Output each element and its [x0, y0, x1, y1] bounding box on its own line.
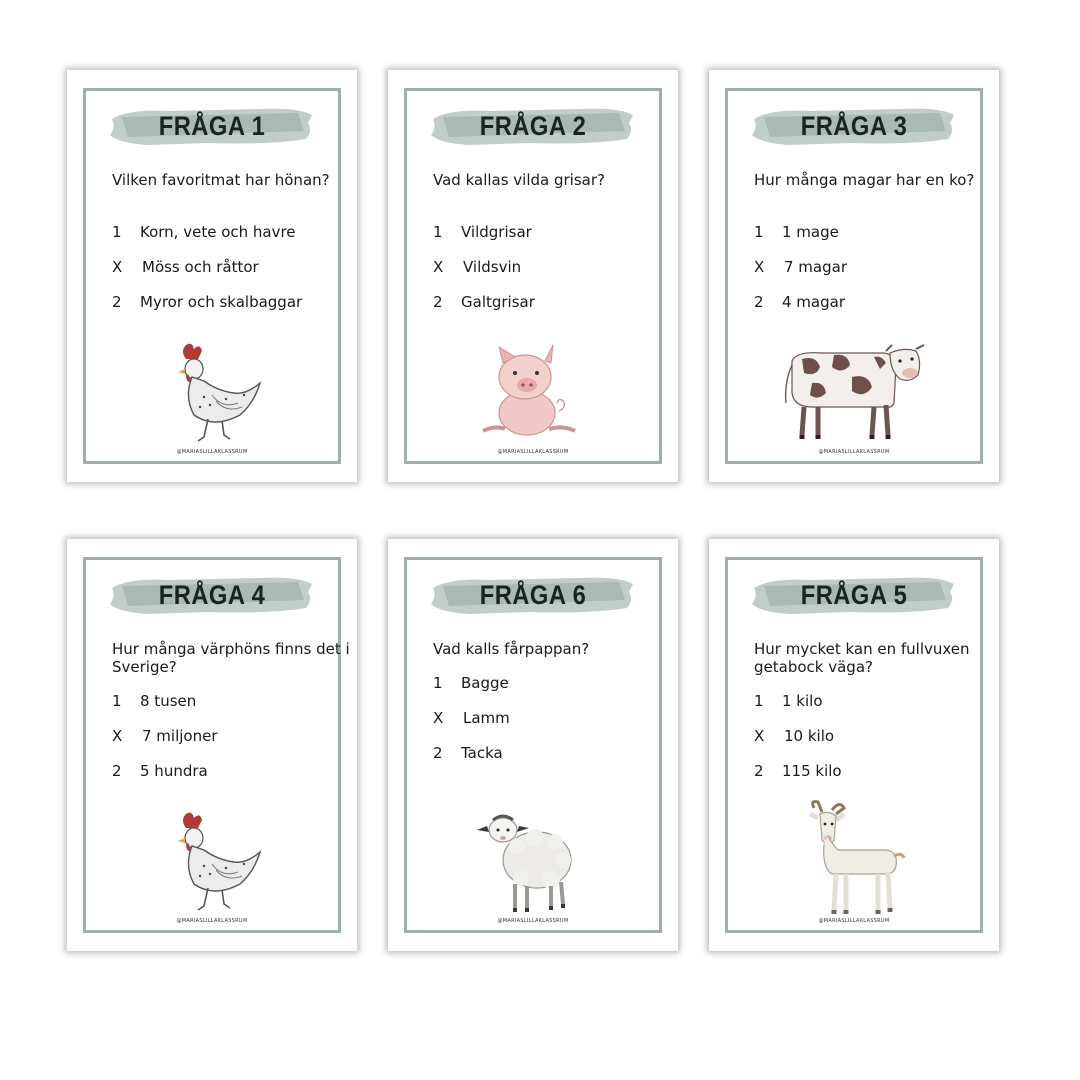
option-text: Korn, vete och havre	[140, 223, 296, 241]
option-text: 10 kilo	[784, 727, 835, 745]
card-frame	[404, 557, 662, 933]
option-key: 2	[754, 762, 764, 780]
option-text: Bagge	[461, 674, 509, 692]
option-key: X	[112, 258, 123, 276]
question-text: Hur många värphöns finns det i Sverige?	[112, 640, 350, 676]
option-x	[433, 258, 673, 293]
answer-options	[754, 692, 994, 797]
answer-options	[112, 223, 352, 328]
option-key: X	[433, 709, 444, 727]
card-title: FRÅGA 3	[800, 111, 908, 141]
option-key: 1	[112, 223, 122, 241]
option-key: 2	[112, 293, 122, 311]
pig-icon	[475, 341, 585, 441]
footer-credit: @MARIASLILLAKLASSRUM	[818, 918, 890, 924]
question-text: Hur många magar har en ko?	[754, 171, 975, 189]
option-1	[112, 223, 352, 258]
card-title: FRÅGA 6	[479, 580, 587, 610]
card-frame	[83, 88, 341, 464]
option-text: 1 mage	[782, 223, 839, 241]
option-key: 2	[433, 293, 443, 311]
option-text: 7 magar	[784, 258, 847, 276]
option-2	[754, 762, 994, 797]
option-text: Galtgrisar	[461, 293, 535, 311]
quiz-card-1	[67, 70, 357, 482]
option-2	[112, 293, 352, 328]
option-key: X	[112, 727, 123, 745]
footer-credit: @MARIASLILLAKLASSRUM	[497, 449, 569, 455]
option-key: 1	[754, 692, 764, 710]
option-text: Myror och skalbaggar	[140, 293, 303, 311]
option-key: 1	[754, 223, 764, 241]
answer-options	[433, 674, 673, 779]
option-text: Vildsvin	[463, 258, 522, 276]
option-text: 8 tusen	[140, 692, 197, 710]
quiz-card-3	[709, 70, 999, 482]
goat-icon	[798, 798, 908, 923]
quiz-card-4	[67, 539, 357, 951]
option-x	[754, 727, 994, 762]
hen-icon	[164, 337, 264, 447]
option-text: 7 miljoner	[142, 727, 218, 745]
option-2	[754, 293, 994, 328]
card-title: FRÅGA 2	[479, 111, 587, 141]
question-text: Vad kalls fårpappan?	[433, 640, 590, 658]
card-title: FRÅGA 5	[800, 580, 908, 610]
option-key: X	[754, 727, 765, 745]
option-x	[112, 727, 352, 762]
option-key: 1	[433, 223, 443, 241]
card-frame	[725, 88, 983, 464]
option-1	[112, 692, 352, 727]
footer-credit: @MARIASLILLAKLASSRUM	[497, 918, 569, 924]
option-text: Möss och råttor	[142, 258, 259, 276]
question-text: Vilken favoritmat har hönan?	[112, 171, 330, 189]
quiz-card-2	[388, 70, 678, 482]
card-frame	[725, 557, 983, 933]
option-key: 2	[433, 744, 443, 762]
answer-options	[433, 223, 673, 328]
answer-options	[112, 692, 352, 797]
card-frame	[83, 557, 350, 933]
option-x	[433, 709, 673, 744]
sheep-icon	[475, 808, 585, 918]
question-text: Hur mycket kan en fullvuxen getabock väga?	[754, 640, 970, 676]
option-text: Vildgrisar	[461, 223, 532, 241]
hen-icon	[164, 806, 264, 916]
option-key: 1	[112, 692, 122, 710]
card-title: FRÅGA 1	[158, 111, 266, 141]
quiz-card-5	[709, 539, 999, 951]
option-text: 4 magar	[782, 293, 845, 311]
option-x	[754, 258, 994, 293]
card-frame	[404, 88, 662, 464]
card-title: FRÅGA 4	[158, 580, 266, 610]
option-text: 5 hundra	[140, 762, 208, 780]
option-key: 2	[112, 762, 122, 780]
footer-credit: @MARIASLILLAKLASSRUM	[818, 449, 890, 455]
quiz-card-6	[388, 539, 678, 951]
option-2	[433, 744, 673, 779]
option-2	[112, 762, 352, 797]
option-text: Lamm	[463, 709, 510, 727]
option-key: 2	[754, 293, 764, 311]
option-1	[433, 674, 673, 709]
option-x	[112, 258, 352, 293]
option-text: 1 kilo	[782, 692, 823, 710]
option-text: 115 kilo	[782, 762, 842, 780]
answer-options	[754, 223, 994, 328]
option-key: X	[433, 258, 444, 276]
option-1	[433, 223, 673, 258]
cow-icon	[782, 343, 927, 443]
footer-credit: @MARIASLILLAKLASSRUM	[176, 449, 248, 455]
option-1	[754, 223, 994, 258]
question-text: Vad kallas vilda grisar?	[433, 171, 605, 189]
option-key: X	[754, 258, 765, 276]
option-1	[754, 692, 994, 727]
option-key: 1	[433, 674, 443, 692]
footer-credit: @MARIASLILLAKLASSRUM	[176, 918, 248, 924]
option-text: Tacka	[461, 744, 503, 762]
option-2	[433, 293, 673, 328]
